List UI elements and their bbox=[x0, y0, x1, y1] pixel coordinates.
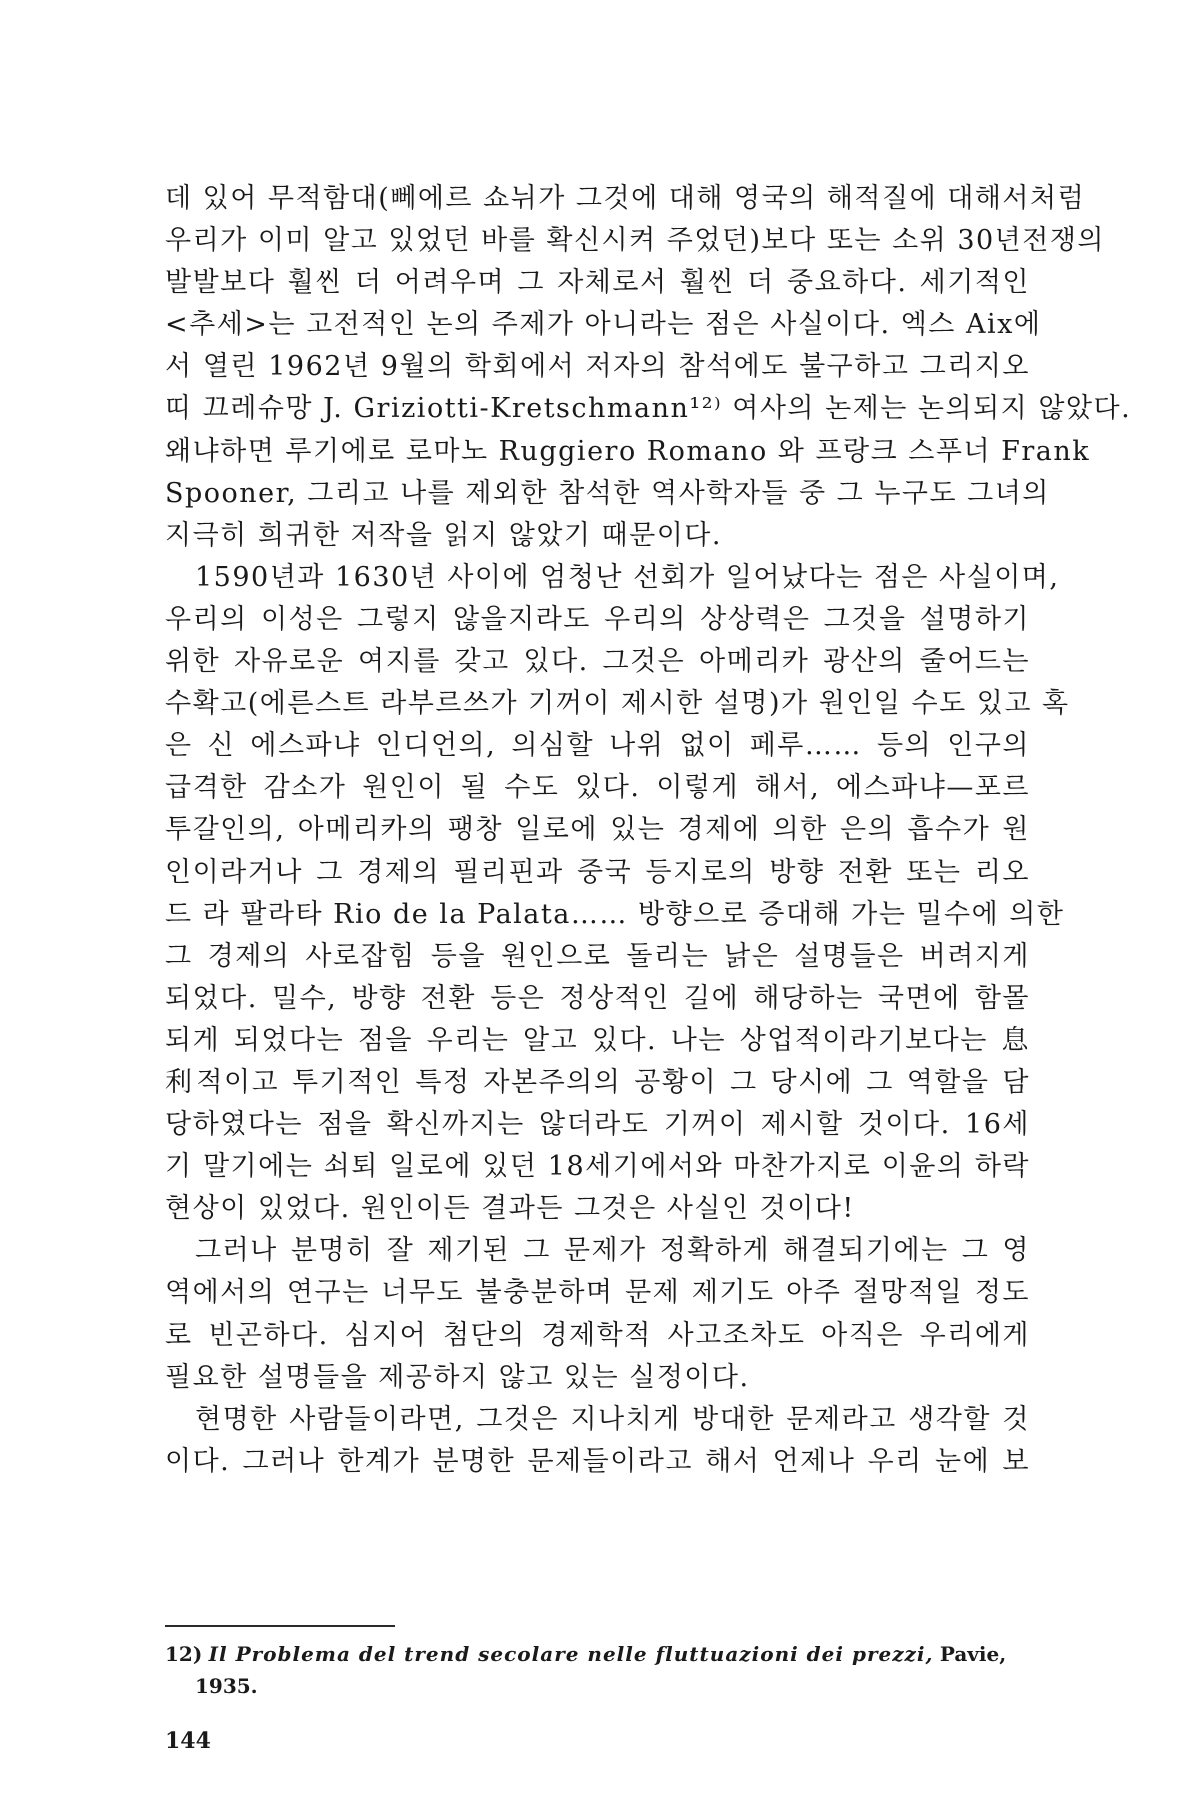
text-line: 투갈인의, 아메리카의 팽창 일로에 있는 경제에 의한 은의 흡수가 원 bbox=[165, 814, 1030, 846]
text-line: 현상이 있었다. 원인이든 결과든 그것은 사실인 것이다! bbox=[165, 1193, 855, 1225]
footnote-title: Il Problema del trend secolare nelle fluttuazioni dei prezzi, bbox=[208, 1642, 934, 1666]
text-line: <추세>는 고전적인 논의 주제가 아니라는 점은 사실이다. 엑스 Aix에 bbox=[165, 309, 1042, 341]
text-line: 위한 자유로운 여지를 갖고 있다. 그것은 아메리카 광산의 줄어드는 bbox=[165, 646, 1030, 678]
text-line: 이다. 그러나 한계가 분명한 문제들이라고 해서 언제나 우리 눈에 보 bbox=[165, 1445, 1030, 1477]
text-line: 그러나 분명히 잘 제기된 그 문제가 정확하게 해결되기에는 그 영 bbox=[195, 1235, 1030, 1267]
text-line: 띠 끄레슈망 J. Griziotti-Kretschmann¹²⁾ 여사의 논제는 논의되지 않았다. bbox=[165, 393, 1132, 425]
page-number: 144 bbox=[165, 1728, 211, 1754]
text-line: 필요한 설명들을 제공하지 않고 있는 실정이다. bbox=[165, 1361, 750, 1393]
text-line: 왜냐하면 루기에로 로마노 Ruggiero Romano 와 프랑크 스푸너 Frank bbox=[165, 435, 1091, 467]
footnote-divider bbox=[165, 1625, 395, 1627]
text-line: 利적이고 투기적인 특정 자본주의의 공황이 그 당시에 그 역할을 담 bbox=[165, 1066, 1030, 1098]
text-line: 드 라 팔라타 Rio de la Palata…… 방향으로 증대해 가는 밀수에 의한 bbox=[165, 898, 1065, 930]
text-line: 당하였다는 점을 확신까지는 않더라도 기꺼이 제시할 것이다. 16세 bbox=[165, 1109, 1030, 1141]
footnote bbox=[165, 1638, 1030, 1702]
text-line: 1590년과 1630년 사이에 엄청난 선회가 일어났다는 점은 사실이며, bbox=[195, 561, 1060, 593]
text-line: 되게 되었다는 점을 우리는 알고 있다. 나는 상업적이라기보다는 息 bbox=[165, 1024, 1030, 1056]
text-line: 되었다. 밀수, 방향 전환 등은 정상적인 길에 해당하는 국면에 함몰 bbox=[165, 982, 1030, 1014]
text-line: 현명한 사람들이라면, 그것은 지나치게 방대한 문제라고 생각할 것 bbox=[195, 1403, 1030, 1435]
text-line: 그 경제의 사로잡힘 등을 원인으로 돌리는 낡은 설명들은 버려지게 bbox=[165, 940, 1030, 972]
footnote-year: 1935. bbox=[195, 1674, 258, 1698]
text-line: 역에서의 연구는 너무도 불충분하며 문제 제기도 아주 절망적일 정도 bbox=[165, 1277, 1030, 1309]
text-line: 지극히 희귀한 저작을 읽지 않았기 때문이다. bbox=[165, 519, 722, 551]
text-line: 급격한 감소가 원인이 될 수도 있다. 이렇게 해서, 에스파냐—포르 bbox=[165, 772, 1030, 804]
footnote-number: 12) bbox=[165, 1642, 203, 1666]
text-line: 은 신 에스파냐 인디언의, 의심할 나위 없이 페루…… 등의 인구의 bbox=[165, 730, 1030, 762]
text-line: 인이라거나 그 경제의 필리핀과 중국 등지로의 방향 전환 또는 리오 bbox=[165, 856, 1030, 888]
text-line: 우리가 이미 알고 있었던 바를 확신시켜 주었던)보다 또는 소위 30년전쟁의 bbox=[165, 225, 1106, 257]
text-line: Spooner, 그리고 나를 제외한 참석한 역사학자들 중 그 누구도 그녀의 bbox=[165, 477, 1050, 509]
text-line: 기 말기에는 쇠퇴 일로에 있던 18세기에서와 마찬가지로 이윤의 하락 bbox=[165, 1151, 1030, 1183]
text-line: 로 빈곤하다. 심지어 첨단의 경제학적 사고조차도 아직은 우리에게 bbox=[165, 1319, 1030, 1351]
text-line: 서 열린 1962년 9월의 학회에서 저자의 참석에도 불구하고 그리지오 bbox=[165, 351, 1030, 383]
footnote-line bbox=[165, 1638, 1030, 1670]
text-line: 우리의 이성은 그렇지 않을지라도 우리의 상상력은 그것을 설명하기 bbox=[165, 603, 1030, 635]
text-line: 데 있어 무적함대(뻬에르 쇼뉘가 그것에 대해 영국의 해적질에 대해서처럼 bbox=[165, 183, 1086, 214]
footnote-publisher: Pavie, bbox=[939, 1642, 1007, 1666]
text-line: 발발보다 훨씬 더 어려우며 그 자체로서 훨씬 더 중요하다. 세기적인 bbox=[165, 267, 1030, 299]
body-text bbox=[165, 178, 1132, 1483]
text-line: 수확고(에른스트 라부르쓰가 기꺼이 제시한 설명)가 원인일 수도 있고 혹 bbox=[165, 688, 1070, 720]
